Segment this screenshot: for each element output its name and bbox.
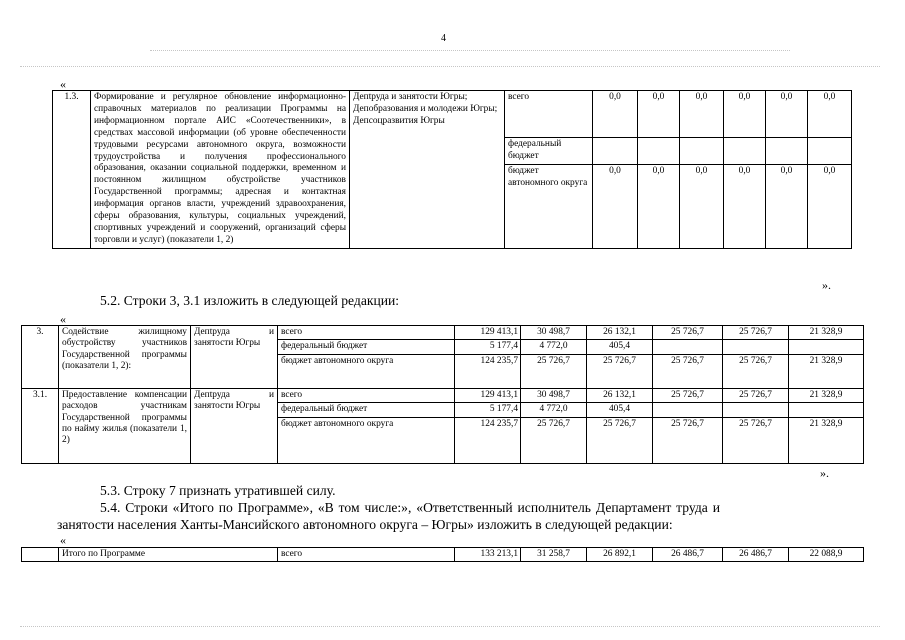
value-cell: 30 498,7 xyxy=(521,388,587,402)
value-cell: 0,0 xyxy=(638,91,680,138)
paragraph-5-3: 5.3. Строку 7 признать утратившей силу. xyxy=(100,483,336,498)
value-cell: 4 772,0 xyxy=(521,340,587,354)
value-cell: 0,0 xyxy=(680,91,724,138)
value-cell xyxy=(723,340,789,354)
value-cell: 25 726,7 xyxy=(653,354,723,388)
value-cell xyxy=(766,137,808,164)
row-number: 3.1. xyxy=(22,388,59,463)
value-cell: 124 235,7 xyxy=(455,417,521,463)
value-cell: 129 413,1 xyxy=(455,326,521,340)
source: федеральный бюджет xyxy=(278,403,455,417)
source: федеральный бюджет xyxy=(278,340,455,354)
measure-name: Предоставление компенсации расходов участникам Государственной программы по найму жилья (показатели 1, 2) xyxy=(59,388,191,463)
value-cell: 129 413,1 xyxy=(455,388,521,402)
value-cell: 5 177,4 xyxy=(455,403,521,417)
source: бюджет автономного округа xyxy=(505,164,593,248)
value-cell: 31 258,7 xyxy=(521,548,587,562)
value-cell: 25 726,7 xyxy=(723,354,789,388)
value-cell: 25 726,7 xyxy=(521,354,587,388)
value-cell: 0,0 xyxy=(724,164,766,248)
value-cell: 26 486,7 xyxy=(653,548,723,562)
value-cell: 0,0 xyxy=(593,164,638,248)
value-cell: 0,0 xyxy=(808,164,852,248)
executor: Депtруда и занятости Югры xyxy=(191,388,278,463)
value-cell xyxy=(653,403,723,417)
open-quote: « xyxy=(60,312,66,326)
value-cell: 25 726,7 xyxy=(723,388,789,402)
value-cell xyxy=(653,340,723,354)
source: всего xyxy=(278,388,455,402)
value-cell: 4 772,0 xyxy=(521,403,587,417)
value-cell: 25 726,7 xyxy=(587,354,653,388)
table-rows-3-3-1 xyxy=(21,325,864,464)
open-quote: « xyxy=(60,533,66,547)
total-label: Итого по Программе xyxy=(59,548,278,562)
paragraph-5-4-line-2: занятости населения Ханты-Мансийского автономного округа – Югры» изложить в следующей редакции: xyxy=(57,517,673,532)
source: федеральный бюджет xyxy=(505,137,593,164)
value-cell xyxy=(789,403,864,417)
value-cell: 25 726,7 xyxy=(521,417,587,463)
page-number: 4 xyxy=(441,33,446,44)
value-cell: 0,0 xyxy=(680,164,724,248)
value-cell xyxy=(638,137,680,164)
paragraph-5-2: 5.2. Строки 3, 3.1 изложить в следующей редакции: xyxy=(100,293,400,308)
value-cell: 5 177,4 xyxy=(455,340,521,354)
scan-dotted-line xyxy=(150,50,790,51)
scan-dotted-line xyxy=(20,626,880,627)
executor: Депtруда и занятости Югры xyxy=(191,326,278,389)
row-number: 3. xyxy=(22,326,59,389)
value-cell: 21 328,9 xyxy=(789,354,864,388)
value-cell: 0,0 xyxy=(724,91,766,138)
value-cell: 26 132,1 xyxy=(587,388,653,402)
value-cell: 30 498,7 xyxy=(521,326,587,340)
value-cell: 405,4 xyxy=(587,340,653,354)
empty-cell xyxy=(22,548,59,562)
table-row-1-3 xyxy=(52,90,852,249)
value-cell: 22 088,9 xyxy=(789,548,864,562)
value-cell: 25 726,7 xyxy=(653,388,723,402)
value-cell xyxy=(680,137,724,164)
value-cell: 26 486,7 xyxy=(723,548,789,562)
value-cell: 0,0 xyxy=(593,91,638,138)
source: всего xyxy=(278,548,455,562)
value-cell: 25 726,7 xyxy=(723,326,789,340)
value-cell: 0,0 xyxy=(766,91,808,138)
value-cell: 405,4 xyxy=(587,403,653,417)
value-cell: 21 328,9 xyxy=(789,417,864,463)
value-cell: 21 328,9 xyxy=(789,326,864,340)
value-cell: 25 726,7 xyxy=(723,417,789,463)
row-number: 1.3. xyxy=(53,91,91,249)
scan-dotted-line xyxy=(20,66,880,67)
value-cell: 26 892,1 xyxy=(587,548,653,562)
measure-name: Содействие жилищному обустройству участников Государственной программы (показатели 1, 2): xyxy=(59,326,191,389)
value-cell: 0,0 xyxy=(766,164,808,248)
value-cell: 0,0 xyxy=(808,91,852,138)
source: всего xyxy=(278,326,455,340)
open-quote: « xyxy=(60,77,66,91)
value-cell: 25 726,7 xyxy=(653,326,723,340)
value-cell: 0,0 xyxy=(638,164,680,248)
value-cell: 25 726,7 xyxy=(653,417,723,463)
value-cell: 25 726,7 xyxy=(587,417,653,463)
source: всего xyxy=(505,91,593,138)
value-cell: 124 235,7 xyxy=(455,354,521,388)
measure-name: Формирование и регулярное обновление информационно-справочных материалов по реализации Программы на информационном портале АИС «Соотечественники», в средствах массовой информации (об уровне обеспеченности трудовыми ресурсами автономного округа, возможности трудоустройства и получения профессионального образования, оказании социальной поддержки, временном и постоянном жилищном обустройстве участников Государственной программы; адресная и контактная информация органов власти, учреждений здравоохранения, сферы образования, культуры, социальных учреждений, спортивных учреждений и сооружений, организаций сферы торговли и услуг) (показатели 1, 2) xyxy=(91,91,350,249)
source: бюджет автономного округа xyxy=(278,354,455,388)
value-cell xyxy=(593,137,638,164)
close-quote: ». xyxy=(820,466,829,480)
value-cell xyxy=(789,340,864,354)
source: бюджет автономного округа xyxy=(278,417,455,463)
close-quote: ». xyxy=(822,278,831,292)
executor: Депtруда и занятости Югры; Депобразования и молодежи Югры; Депсоцразвития Югры xyxy=(350,91,505,249)
value-cell: 133 213,1 xyxy=(455,548,521,562)
paragraph-5-4-line-1: 5.4. Строки «Итого по Программе», «В том числе:», «Ответственный исполнитель Департамент труда и xyxy=(100,500,720,515)
value-cell: 21 328,9 xyxy=(789,388,864,402)
value-cell: 26 132,1 xyxy=(587,326,653,340)
value-cell xyxy=(724,137,766,164)
value-cell xyxy=(723,403,789,417)
table-total xyxy=(21,547,864,562)
value-cell xyxy=(808,137,852,164)
